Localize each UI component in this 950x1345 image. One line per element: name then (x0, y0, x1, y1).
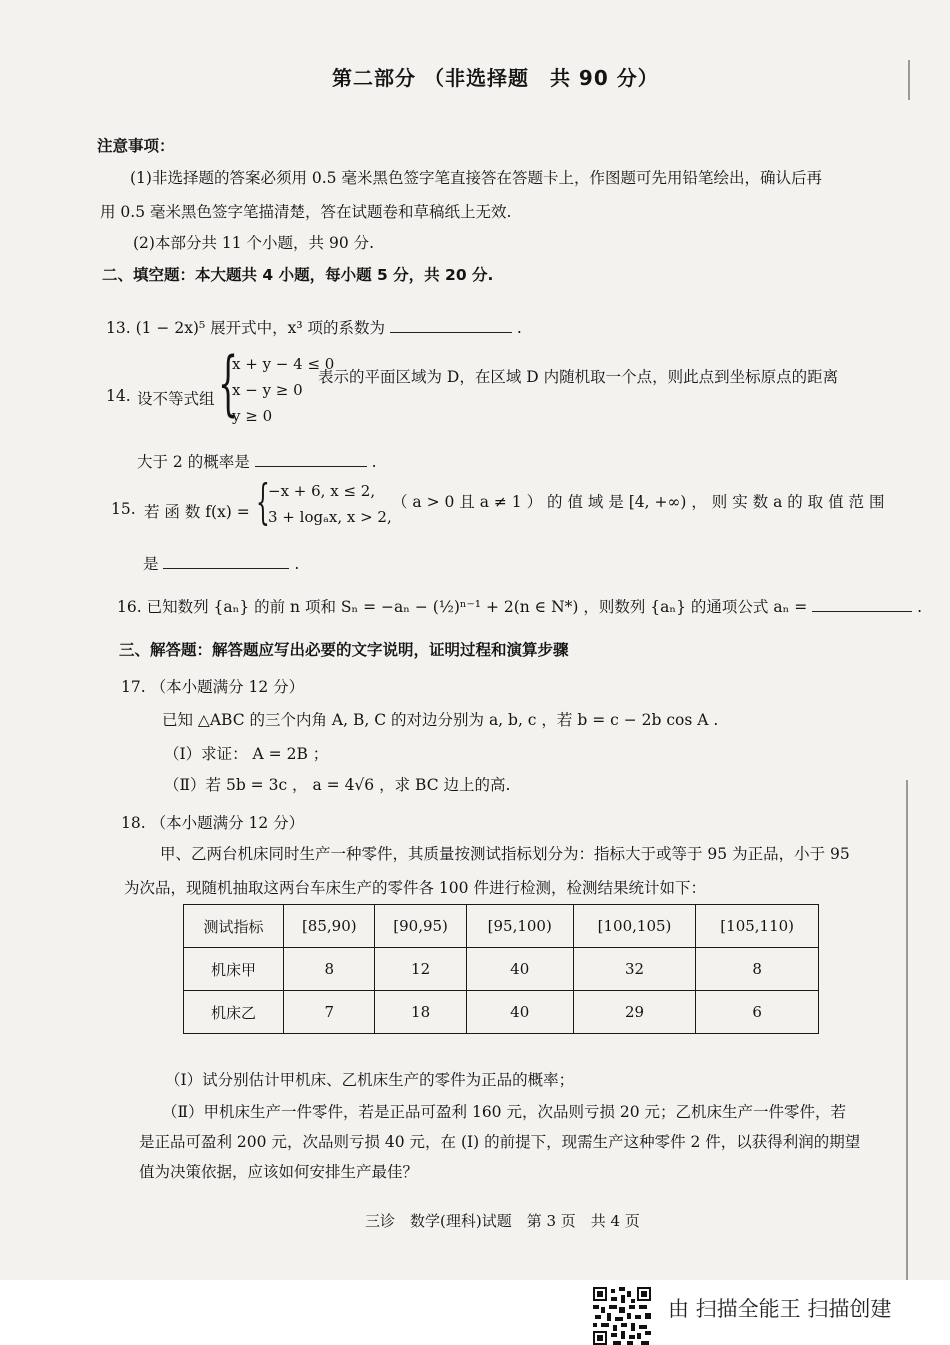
question-18-part-2-line-3: 值为决策依据，应该如何安排生产最佳？ (139, 1163, 419, 1181)
qr-code-icon (593, 1287, 651, 1345)
question-18-stem-2: 为次品，现随机抽取这两台车床生产的零件各 100 件进行检测，检测结果统计如下： (124, 879, 706, 897)
question-15-number: 15. (111, 500, 136, 518)
question-15-post: （ a > 0 且 a ≠ 1 ） 的 值 域 是 [4, +∞) ， 则 实 数 a 的 取 值 范 围 (392, 493, 885, 511)
table-cell: 机床甲 (184, 948, 284, 991)
system-brace: { (218, 342, 239, 424)
question-14-pre: 设不等式组 (137, 390, 215, 408)
question-13 (106, 316, 522, 338)
question-18-stem-1: 甲、乙两台机床同时生产一种零件，其质量按测试指标划分为：指标大于或等于 95 为正品，小于 95 (160, 845, 850, 863)
question-15-line-2 (143, 552, 299, 574)
inequality-3: y ≥ 0 (232, 407, 273, 425)
page-edge (908, 60, 910, 100)
question-15-line-2-text: 是 (143, 555, 159, 573)
table-header-cell: [105,110) (696, 905, 819, 948)
table-cell: 12 (375, 948, 466, 991)
scan-watermark-text: 由 扫描全能王 扫描创建 (668, 1297, 892, 1321)
question-17-heading: 17. （本小题满分 12 分） (121, 678, 305, 696)
table-header-cell: 测试指标 (184, 905, 284, 948)
question-16-end: . (917, 598, 922, 616)
notes-line-1: (1)非选择题的答案必须用 0.5 毫米黑色签字笔直接答在答题卡上，作图题可先用铅笔绘出，确认后再 (130, 169, 822, 187)
table-cell: 机床乙 (184, 991, 284, 1034)
page-edge (906, 780, 908, 1280)
piecewise-cases (268, 478, 392, 530)
case-2: 3 + logₐx, x > 2, (268, 508, 392, 526)
table-cell: 29 (573, 991, 696, 1034)
piecewise-brace: { (256, 474, 270, 530)
question-18-part-2-line-2: 是正品可盈利 200 元，次品则亏损 40 元，在 (Ⅰ) 的前提下，现需生产这种零件 2 件，以获得利润的期望 (139, 1133, 861, 1151)
page-footer: 三诊 数学(理科)试题 第 3 页 共 4 页 (365, 1212, 640, 1230)
answer-blank-16[interactable] (812, 597, 912, 612)
question-17-part-2: （Ⅱ）若 5b = 3c ， a = 4√6 ，求 BC 边上的高. (164, 776, 511, 794)
question-14-post: 表示的平面区域为 D，在区域 D 内随机取一个点，则此点到坐标原点的距离 (318, 368, 839, 386)
inequality-system (232, 351, 334, 429)
question-13-end: . (516, 319, 522, 337)
question-15-pre: 若 函 数 f(x) = (144, 503, 250, 521)
table-header-cell: [85,90) (284, 905, 375, 948)
question-15-end: . (294, 555, 300, 573)
inequality-2: x − y ≥ 0 (232, 381, 303, 399)
table-header-cell: [90,95) (375, 905, 466, 948)
question-14-end: . (371, 453, 377, 471)
question-18-part-2-line-1: （Ⅱ）甲机床生产一件零件，若是正品可盈利 160 元，次品则亏损 20 元；乙机床生产一件零件，若 (162, 1103, 847, 1121)
notes-line-2: 用 0.5 毫米黑色签字笔描清楚，答在试题卷和草稿纸上无效. (100, 203, 512, 221)
table-cell: 6 (696, 991, 819, 1034)
question-18-part-1: （Ⅰ）试分别估计甲机床、乙机床生产的零件为正品的概率； (165, 1071, 575, 1089)
table-row (184, 948, 819, 991)
answer-blank-15[interactable] (163, 554, 289, 569)
question-17-stem: 已知 △ABC 的三个内角 A, B, C 的对边分别为 a, b, c ，若 b = c − 2b cos A . (162, 711, 719, 729)
notes-line-3: (2)本部分共 11 个小题，共 90 分. (133, 234, 375, 252)
inspection-table (183, 904, 819, 1034)
table-cell: 18 (375, 991, 466, 1034)
question-14-line-2-text: 大于 2 的概率是 (137, 453, 250, 471)
table-cell: 8 (284, 948, 375, 991)
question-18-heading: 18. （本小题满分 12 分） (121, 814, 305, 832)
table-header-cell: [95,100) (466, 905, 573, 948)
question-13-text: 13. (1 − 2x)⁵ 展开式中，x³ 项的系数为 (106, 319, 386, 337)
table-row (184, 991, 819, 1034)
question-14-line-2 (137, 450, 377, 472)
notes-heading: 注意事项： (97, 137, 175, 155)
section-fill-in-heading: 二、填空题：本大题共 4 小题，每小题 5 分，共 20 分. (102, 266, 494, 284)
case-1: −x + 6, x ≤ 2, (268, 482, 376, 500)
question-16 (117, 595, 922, 617)
table-cell: 32 (573, 948, 696, 991)
question-16-text: 16. 已知数列 {aₙ} 的前 n 项和 Sₙ = −aₙ − (½)ⁿ⁻¹ + 2(n ∈ N*) ，则数列 {aₙ} 的通项公式 aₙ = (117, 598, 808, 616)
answer-blank-13[interactable] (390, 318, 512, 333)
table-cell: 40 (466, 948, 573, 991)
section-solution-heading: 三、解答题：解答题应写出必要的文字说明，证明过程和演算步骤 (119, 641, 569, 659)
table-cell: 8 (696, 948, 819, 991)
inequality-1: x + y − 4 ≤ 0 (232, 355, 335, 373)
table-header-cell: [100,105) (573, 905, 696, 948)
table-header-row (184, 905, 819, 948)
section-title: 第二部分 （非选择题 共 90 分） (332, 66, 659, 90)
table-cell: 40 (466, 991, 573, 1034)
question-14-number: 14. (106, 387, 131, 405)
answer-blank-14[interactable] (255, 452, 367, 467)
question-17-part-1: （Ⅰ）求证： A = 2B ； (164, 745, 329, 763)
table-cell: 7 (284, 991, 375, 1034)
